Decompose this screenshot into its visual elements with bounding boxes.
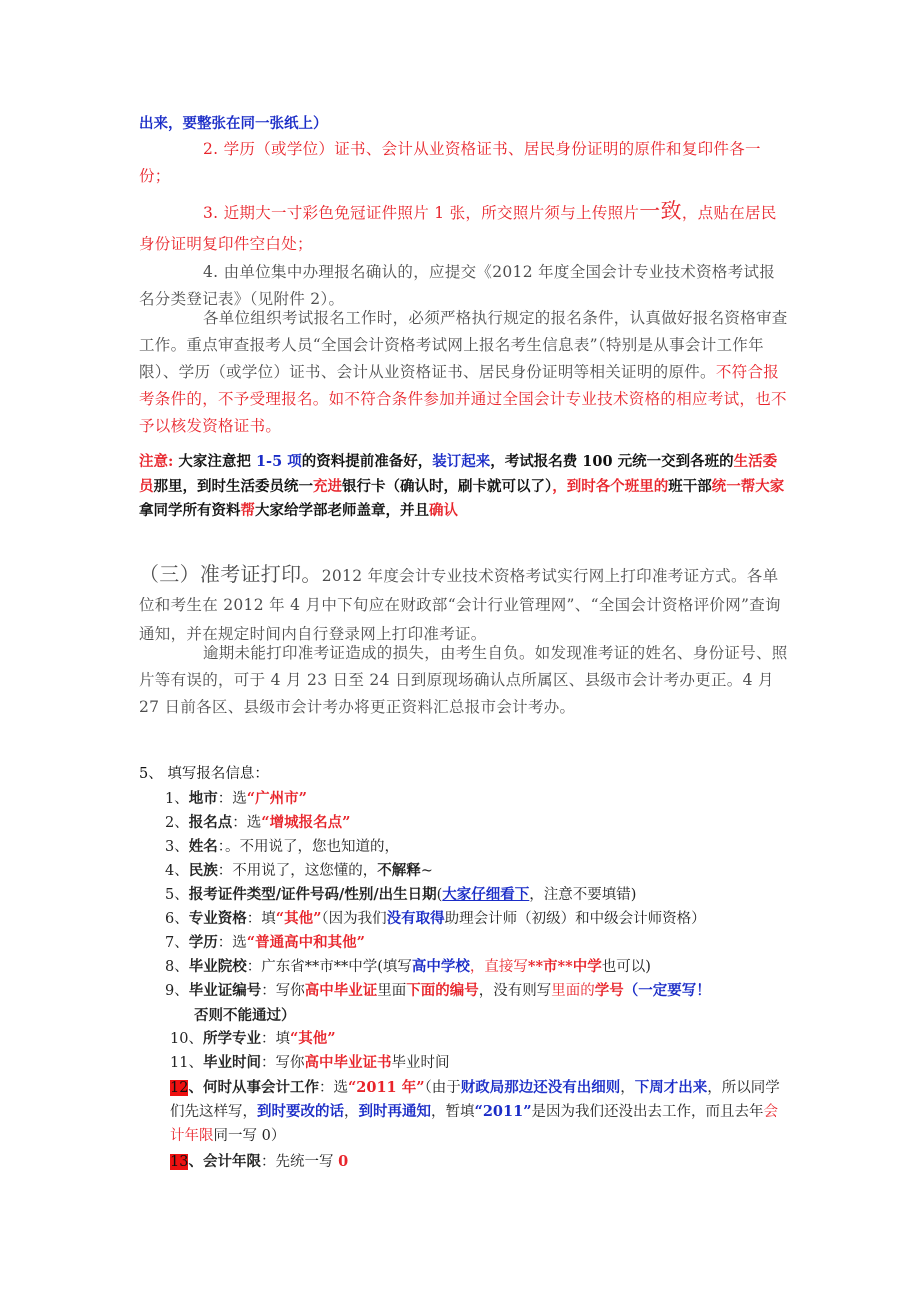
item-value: 0	[338, 1153, 349, 1170]
notice-highlight-bind: 装订起来	[432, 453, 491, 470]
item-key: 民族	[188, 862, 218, 879]
notice-highlight-class: ，到时各个班里的	[552, 477, 669, 495]
form-item-1	[165, 787, 805, 812]
form-item-13	[170, 1150, 810, 1175]
notice-text: 的资料提前准备好，	[301, 453, 433, 470]
item-text: ：。不用说了，您也知道的，	[217, 839, 399, 855]
item-text: 毕业时间	[391, 1055, 450, 1071]
notice-text: 拿同学所有资料	[139, 502, 241, 519]
form-item-11	[170, 1051, 810, 1076]
item-key: 所学专业	[202, 1030, 261, 1047]
item-value: “其他”	[275, 910, 322, 927]
item-highlight: 到时要改的话	[257, 1103, 344, 1120]
requirement-item-3-text: 3. 近期大一寸彩色免冠证件照片 1 张，所交照片须与上传照片	[203, 204, 640, 222]
form-item-10	[170, 1027, 810, 1052]
item-text: ：选	[217, 791, 247, 807]
item-key: 地市	[188, 790, 218, 807]
item-text: ：选	[318, 1080, 348, 1096]
item-number: 1、	[165, 791, 189, 807]
item-text: 里面的	[551, 983, 595, 999]
item-text: ：选	[217, 935, 247, 951]
item-value: “广州市”	[246, 790, 307, 807]
item-text: ，没有则写	[478, 983, 552, 999]
form-info-heading-text: 5、 填写报名信息：	[139, 766, 269, 782]
item-text: ，	[344, 1104, 359, 1120]
item-text: 同一写 0）	[213, 1128, 286, 1144]
form-item-4	[165, 859, 805, 884]
notice-text: 班干部	[668, 477, 712, 495]
item-value: 不解释	[377, 862, 421, 879]
item-key: 、何时从事会计工作	[188, 1079, 319, 1096]
requirement-item-3-text-end: ，点贴在居民身份证明复印件空白处；	[139, 204, 777, 253]
item-text: ：写你	[260, 1055, 305, 1071]
notice-highlight-help: 统一帮大家	[711, 477, 785, 495]
item-highlight: “2011”	[474, 1103, 532, 1120]
item-highlight: 财政局那边还没有出细则	[460, 1079, 621, 1096]
item-number-highlighted: 12	[170, 1080, 189, 1096]
requirement-item-4-text: 4. 由单位集中办理报名确认的，应提交《2012 年度全国会计专业技术资格考试报名分类登记表》（见附件 2）。	[139, 263, 776, 308]
form-item-7	[165, 931, 805, 956]
item-number: 10、	[170, 1031, 203, 1047]
requirement-item-2-text: 2. 学历（或学位）证书、会计从业资格证书、居民身份证明的原件和复印件各一份；	[139, 140, 761, 185]
admission-ticket-paragraph	[139, 560, 789, 649]
notice-highlight-items: 1-5 项	[255, 453, 302, 470]
form-item-8	[165, 955, 805, 980]
notice-label: 注意:	[139, 453, 174, 470]
item-text: ：写你	[261, 983, 305, 999]
review-paragraph	[139, 305, 789, 440]
requirement-item-3-emphasis: 一致	[639, 199, 682, 223]
item-value: 高中学校	[411, 958, 470, 975]
item-highlight: 到时再通知	[358, 1103, 431, 1120]
item-value: “其他”	[289, 1030, 336, 1047]
item-text: 助理会计师（初级）和中级会计师资格）	[444, 911, 706, 927]
notice-text: 银行卡（确认时，刷卡就可以了）	[342, 477, 553, 495]
item-number: 9、	[165, 983, 189, 999]
item-text: 里面	[377, 983, 407, 999]
admission-ticket-text: 2012 年度会计专业技术资格考试实行网上打印准考证方式。各单位和考生在 2012 年 4 月中下旬应在财政部“会计行业管理网”、“全国会计资格评价网”查询通知，并在规定时间内自行登录网上打印准考证。	[139, 567, 781, 643]
item-text: 是因为我们还没出去工作，而且去年	[531, 1104, 764, 1120]
item-text: ：先统一写	[260, 1154, 339, 1170]
item-text: ，	[620, 1080, 635, 1096]
form-info-heading	[139, 762, 789, 786]
item-value: 高中毕业证书	[304, 1054, 392, 1071]
notice-paragraph	[139, 450, 789, 524]
item-text: ，暂填	[431, 1104, 475, 1120]
admission-ticket-heading: （三）准考证打印。	[139, 562, 322, 586]
item-highlight: 下周才出来	[634, 1079, 708, 1096]
notice-highlight-monitor: 生活委员	[139, 453, 778, 495]
item-key: 毕业证编号	[188, 982, 262, 999]
notice-highlight-confirm: 确认	[429, 502, 458, 519]
item-text: (	[436, 887, 443, 903]
item-value: 高中毕业证	[304, 982, 378, 999]
requirement-item-2	[139, 136, 789, 190]
item-highlight: 下面的编号	[406, 982, 479, 999]
item-number-highlighted: 13	[170, 1154, 189, 1170]
item-highlight: **市**中学	[527, 958, 602, 975]
item-value: 大家仔细看下	[442, 886, 530, 903]
form-item-5	[165, 883, 805, 908]
review-paragraph-warning: 不符合报考条件的，不予受理报名。如不符合条件参加并通过全国会计专业技术资格的相应考试，也不予以核发资格证书。	[139, 363, 787, 435]
late-print-text: 逾期未能打印准考证造成的损失，由考生自负。如发现准考证的姓名、身份证号、照片等有误的，可于 4 月 23 日至 24 日到原现场确认点所属区、县级市会计考办更正。4 月 27 日前各区、县级市会计考办将更正资料汇总报市会计考办。	[139, 644, 788, 716]
item-number: 7、	[165, 935, 189, 951]
item-key: 专业资格	[188, 910, 247, 927]
item-text: ，直接写	[469, 959, 528, 975]
form-item-2	[165, 811, 805, 836]
item-number: 3、	[165, 839, 189, 855]
notice-text: 那里，到时生活委员统一	[153, 477, 313, 495]
item-key: 、会计年限	[188, 1153, 261, 1170]
notice-text: 大家给学部老师盖章，并且	[255, 502, 429, 519]
item-text: ：填	[260, 1031, 290, 1047]
form-item-12	[170, 1076, 790, 1148]
item-number: 2、	[165, 815, 189, 831]
item-key: 报考证件类型/证件号码/性别/出生日期	[188, 886, 437, 903]
late-print-paragraph	[139, 640, 789, 721]
notice-text: ，考试报名费 100 元统一交到各班的	[490, 453, 734, 470]
form-item-6	[165, 907, 805, 932]
item-text: ：选	[232, 815, 262, 831]
item-number: 8、	[165, 959, 189, 975]
item-number: 4、	[165, 863, 189, 879]
item-highlight: 学号	[594, 982, 624, 999]
item-warning: （一定要写！	[623, 982, 711, 999]
item-value: “增城报名点”	[261, 814, 351, 831]
item-text: ，所以同学们先这样写，	[170, 1080, 780, 1120]
item-text: ，注意不要填错)	[529, 887, 637, 903]
item-key: 姓名	[188, 838, 218, 855]
item-text: （因为我们	[321, 911, 387, 927]
continuation-line	[139, 112, 789, 137]
item-warning-end: 否则不能通过）	[194, 1006, 296, 1024]
notice-text: 大家注意把	[173, 453, 256, 470]
item-text: （由于	[424, 1080, 461, 1096]
item-highlight: 会计年限	[170, 1104, 779, 1144]
item-key: 报名点	[188, 814, 233, 831]
item-key: 毕业时间	[202, 1054, 261, 1071]
item-number: 6、	[165, 911, 189, 927]
item-highlight: 没有取得	[386, 910, 445, 927]
item-key: 毕业院校	[188, 958, 247, 975]
item-key: 学历	[188, 934, 218, 951]
item-value: “普通高中和其他”	[246, 934, 365, 951]
item-text: ：填	[246, 911, 276, 927]
item-text: ~	[420, 863, 433, 879]
requirement-item-3	[139, 196, 789, 260]
item-text: 也可以)	[601, 959, 651, 975]
review-paragraph-text: 各单位组织考试报名工作时，必须严格执行规定的报名条件，认真做好报名资格审查工作。重点审查报考人员“全国会计资格考试网上报名考生信息表”（特别是从事会计工作年限）、学历（或学位）证书、会计从业资格证书、居民身份证明等相关证明的原件。	[139, 309, 788, 381]
item-text: ：不用说了，这您懂的，	[217, 863, 378, 879]
notice-highlight-help2: 帮	[240, 502, 255, 519]
item-value: “2011 年”	[347, 1079, 425, 1096]
item-number: 5、	[165, 887, 189, 903]
form-item-3	[165, 835, 805, 860]
item-text: ：广东省**市**中学(填写	[246, 959, 412, 975]
continuation-text: 出来，要整张在同一张纸上）	[139, 115, 328, 132]
notice-highlight-deposit: 充进	[313, 477, 342, 495]
item-number: 11、	[170, 1055, 203, 1071]
form-item-9	[165, 979, 805, 1028]
